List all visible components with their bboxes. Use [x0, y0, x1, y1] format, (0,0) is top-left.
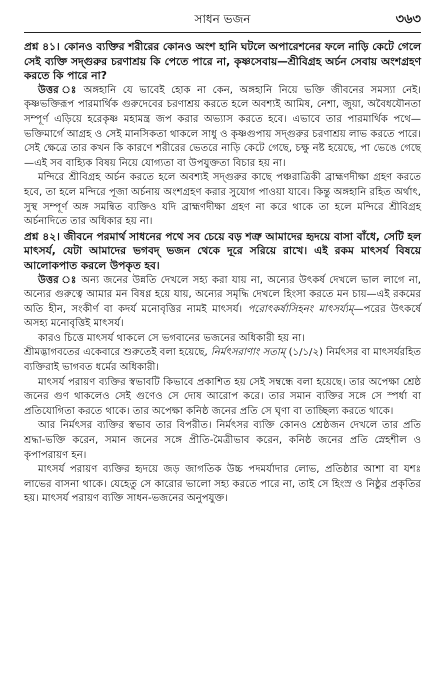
answer-41-paragraph-2: মন্দিরে শ্রীবিগ্রহ অর্চন করতে হলে অবশ্যই সদ্গুরুর কাছে পঞ্চরাত্রিকী ব্রাহ্মণদীক্ষা গ্রহণ করতে হবে, তা হলে মন্দিরে পূজা অর্চনায় অংশগ্রহণ করার সুযোগ পাওয়া যাবে। কিন্তু অঙ্গহানি রহিত অর্থাৎ, সুস্থ সম্পূর্ণ অঙ্গ সমন্বিত ব্যক্তিও যদি ব্রাহ্মণদীক্ষা গ্রহণ না করে থাকে তা হলে মন্দিরে শ্রীবিগ্রহ অর্চনাদিতে তার অধিকার হয় না। — [24, 172, 421, 228]
answer-42-paragraph-1 — [24, 274, 421, 332]
question-41-label: প্রশ্ন ৪১। — [24, 41, 60, 53]
question-42-label: প্রশ্ন ৪২। — [24, 230, 60, 243]
page-header — [24, 0, 421, 40]
answer-42-text-1: অন্য জনের উন্নতি দেখলে সহ্য করা যায় না, অন্যের উৎকর্ষ দেখলে ভাল লাগে না, অন্যের গুরুত্বে আমার মন বিষণ্ণ হয়ে যায়, অন্যের সমৃদ্ধি দেখলে হিংসা করতে মন চায়—এই রকমের অতি হীন, সংকীর্ণ বা কদর্য মনোবৃত্তির নামই মাৎসর্য। — [24, 274, 421, 315]
definition-explanation: —পরের উৎকর্ষে অসহ্য মনোবৃত্তিই মাৎসর্য। — [24, 303, 421, 330]
answer-42-label: উত্তর ঃ — [38, 274, 78, 286]
sanskrit-definition: পরোৎকর্ষাসিহনং মাৎসর্য্যম্ — [247, 303, 354, 315]
answer-41-paragraph-1 — [24, 84, 421, 172]
page-body — [24, 40, 421, 507]
running-title: সাধন ভজন — [194, 12, 251, 26]
answer-42-paragraph-6: মাৎসর্য পরায়ণ ব্যক্তির হৃদয়ে জড় জাগতিক উচ্চ পদমর্যাদার লোভ, প্রতিষ্ঠার আশা বা যশঃ লাভের বাসনা থাকে। যেহেতু সে কারোর ভালো সহ্য করতে পারে না, তাই সে হিংস্র ও নিষ্ঠুর প্রকৃতির হয়। মাৎসর্য পরায়ণ ব্যক্তি সাধন-ভজনের অনুপযুক্ত। — [24, 464, 421, 505]
answer-42-paragraph-3 — [24, 346, 421, 375]
answer-41-label: উত্তর ঃ — [38, 84, 80, 96]
header-divider — [24, 32, 421, 33]
question-41-text: কোনও ব্যক্তির শরীরের কোনও অংশ হানি ঘটলে অপারেশনের ফলে নাড়ি কেটে গেলে সেই ব্যক্তি সদ্গুরুর চরণাশ্রয় কি পেতে পারে না, কৃষ্ণসেবায়—শ্রীবিগ্রহ অর্চন সেবায় অংশগ্রহণ করতে কি পারে না? — [24, 41, 422, 83]
question-41 — [24, 40, 421, 84]
bhagavatam-explanation: (১/১/২) নির্মৎসর বা মাৎসর্যরহিত ব্যক্তিরাই ভাগবত ধর্মের অধিকারী। — [24, 347, 421, 374]
question-42-text: জীবনে পরমার্থ সাধনের পথে সব চেয়ে বড় শত্রু আমাদের হৃদয়ে বাসা বাঁধে, সেটি হল মাৎসর্য, যেটা আমাদের ভগবদ্ ভজন থেকে দূরে সরিয়ে রাখে। এই রকম মাৎসর্য বিষয়ে আলোকপাত করলে উপকৃত হব। — [24, 230, 421, 272]
bhagavatam-quote: নির্মৎসরাণাং সতাম্ — [210, 347, 286, 359]
page-number: ৩৬৩ — [395, 12, 421, 27]
bhagavatam-intro: শ্রীমদ্ভাগবতের একেবারে শুরুতেই বলা হয়েছে, — [24, 347, 208, 359]
answer-42-paragraph-4: মাৎসর্য পরায়ণ ব্যক্তির স্বভাবটি কিভাবে প্রকাশিত হয় সেই সম্বন্ধে বলা হয়েছে। তার অপেক্ষা শ্রেষ্ঠ জনের গুণ থাকলেও সেই গুণেও সে দোষ আরোপ করে। তার সমান ব্যক্তির সঙ্গে সে স্পর্ধা বা প্রতিযোগিতা করতে থাকে। তার অপেক্ষা কনিষ্ঠ জনের প্রতি সে ঘৃণা বা তাচ্ছিল্য করতে থাকে। — [24, 376, 421, 417]
answer-42-paragraph-2: কারও চিত্তে মাৎসর্য থাকলে সে ভগবানের ভজনের অধিকারী হয় না। — [38, 332, 305, 344]
question-42 — [24, 230, 421, 274]
answer-42-paragraph-5: আর নির্মৎসর ব্যক্তির স্বভাব তার বিপরীত। নির্মৎসর ব্যক্তি কোনও শ্রেষ্ঠজন দেখলে তার প্রতি শ্রদ্ধা-ভক্তি করেন, সমান জনের সঙ্গে প্রীতি-মৈত্রীভাব করেন, কনিষ্ঠ জনের প্রতি স্নেহশীল ও কৃপাপরায়ণ হন। — [24, 420, 421, 461]
answer-41-text-1: অঙ্গহানি যে ভাবেই হোক না কেন, অঙ্গহানি নিয়ে ভক্তি জীবনের সমস্যা নেই। কৃষ্ণভক্তিরূপ পারমার্থিক গুরুদেবের চরণাশ্রয় করতে হলে অবশ্যই আমিষ, নেশা, জুয়া, অবৈধযৌনতা সম্পূর্ণ এড়িয়ে হরেকৃষ্ণ মহামন্ত্র জপ করার অভ্যাস করতে হবে। এভাবে তার পারমার্থিক পথে—ভক্তিমার্গে আগ্রহ ও সেই মানসিকতা থাকলে সাধু ও কৃষ্ণগুপায় সদ্গুরুর চরণাশ্রয় লাভ করতে পারে। সেই ক্ষেত্রে তার কখন কি কারণে শরীরের ভেতরে নাড়ি কেটে গেছে, চক্ষু নষ্ট হয়েছে, পা ভেঙে গেছে—এই সব বাহ্যিক বিষয় নিয়ে যোগ্যতা বা উপযুক্ততা বিচার হয় না। — [24, 84, 421, 169]
